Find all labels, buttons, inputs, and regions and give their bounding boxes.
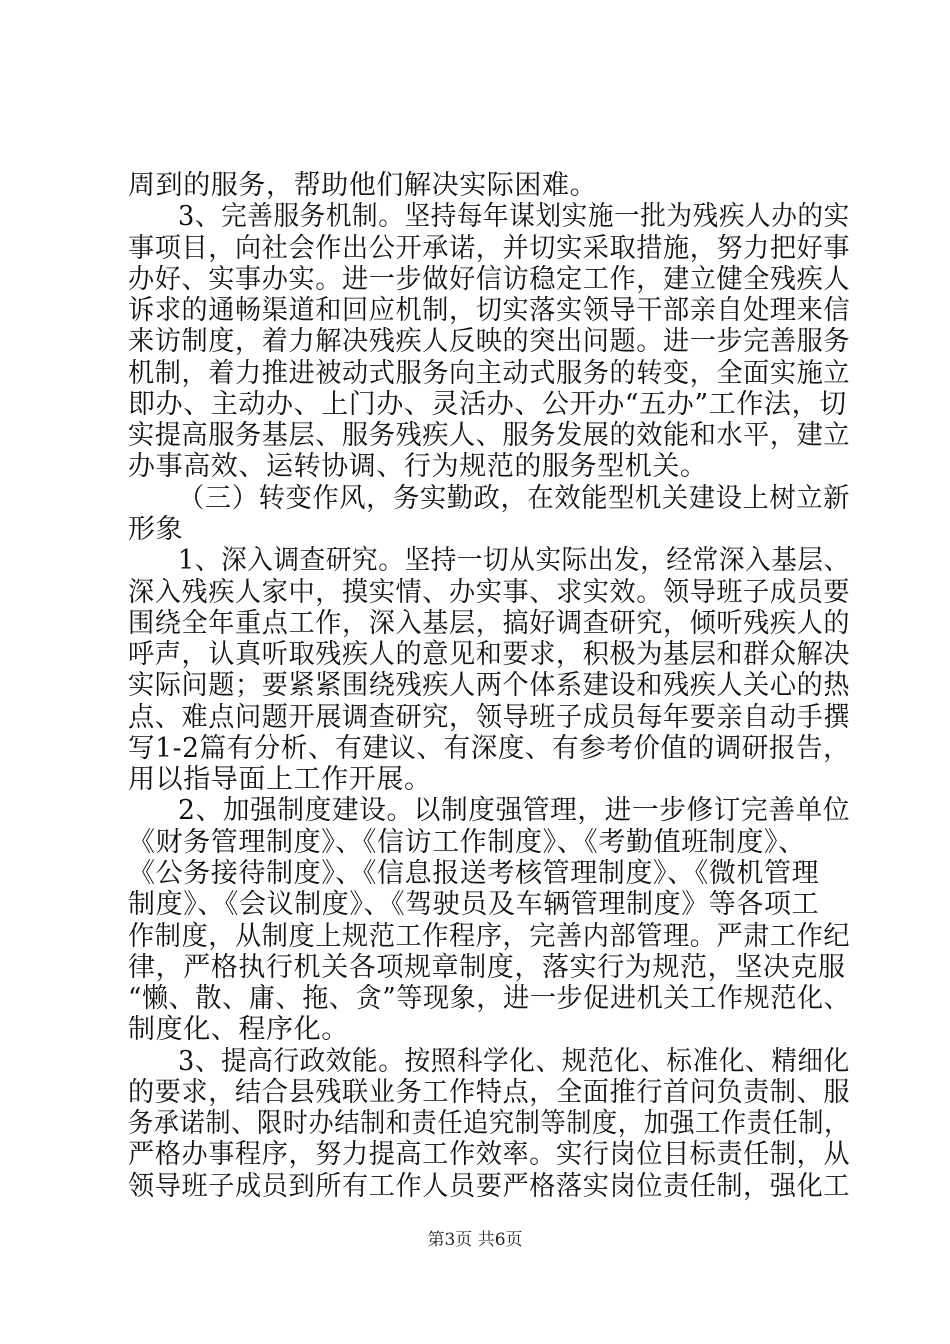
text-line: 2、加强制度建设。以制度强管理，进一步修订完善单位 <box>178 795 851 827</box>
text-line: “懒、散、庸、拖、贪”等现象，进一步促进机关工作规范化、 <box>128 983 851 1015</box>
text-line: 《财务管理制度》、《信访工作制度》、《考勤值班制度》、 <box>128 826 806 858</box>
text-line: 3、提高行政效能。按照科学化、规范化、标准化、精细化 <box>178 1045 850 1077</box>
text-line: 事项目，向社会作出公开承诺，并切实采取措施，努力把好事 <box>128 232 851 264</box>
text-line: 办好、实事办实。进一步做好信访稳定工作，建立健全残疾人 <box>128 263 851 295</box>
text-line: 围绕全年重点工作，深入基层，搞好调查研究，倾听残疾人的 <box>128 607 851 639</box>
text-line: 严格办事程序，努力提高工作效率。实行岗位目标责任制，从 <box>128 1139 851 1171</box>
text-line: 制度化、程序化。 <box>128 1014 349 1046</box>
text-line: 办事高效、运转协调、行为规范的服务型机关。 <box>128 451 708 483</box>
text-line: 实提高服务基层、服务残疾人、服务发展的效能和水平，建立 <box>128 420 851 452</box>
text-line: 务承诺制、限时办结制和责任追究制等制度，加强工作责任制， <box>128 1108 850 1140</box>
text-line: 制度》、《会议制度》、《驾驶员及车辆管理制度》等各项工 <box>128 889 820 921</box>
text-line: 领导班子成员到所有工作人员要严格落实岗位责任制，强化工 <box>128 1170 851 1202</box>
text-line: 来访制度，着力解决残疾人反映的突出问题。进一步完善服务 <box>128 326 851 358</box>
text-line: 1、深入调查研究。坚持一切从实际出发，经常深入基层、 <box>178 545 850 577</box>
text-line: 3、完善服务机制。坚持每年谋划实施一批为残疾人办的实 <box>178 201 850 233</box>
text-line: 即办、主动办、上门办、灵活办、公开办“五办”工作法，切 <box>128 388 847 420</box>
text-line: 点、难点问题开展调查研究，领导班子成员每年要亲自动手撰 <box>128 701 851 733</box>
text-line: 周到的服务，帮助他们解决实际困难。 <box>128 170 598 201</box>
text-line: 写1-2篇有分析、有建议、有深度、有参考价值的调研报告， <box>128 732 851 764</box>
text-line: 机制，着力推进被动式服务向主动式服务的转变，全面实施立 <box>128 357 851 389</box>
text-line: 作制度，从制度上规范工作程序，完善内部管理。严肃工作纪 <box>128 920 851 952</box>
text-line: 呼声，认真听取残疾人的意见和要求，积极为基层和群众解决 <box>128 639 851 671</box>
text-line: 用以指导面上工作开展。 <box>128 764 432 796</box>
text-line: 诉求的通畅渠道和回应机制，切实落实领导干部亲自处理来信 <box>128 295 851 327</box>
text-line: 《公务接待制度》、《信息报送考核管理制度》、《微机管理 <box>128 858 820 889</box>
text-line: 律，严格执行机关各项规章制度，落实行为规范，坚决克服 <box>128 951 846 983</box>
text-line: 的要求，结合县残联业务工作特点，全面推行首问负责制、服 <box>128 1076 851 1108</box>
page-number-footer: 第3页 共6页 <box>427 1230 523 1250</box>
section-heading: （三）转变作风，务实勤政，在效能型机关建设上树立新 <box>178 482 850 514</box>
text-line: 深入残疾人家中，摸实情、办实事、求实效。领导班子成员要 <box>128 576 851 608</box>
text-line: 实际问题；要紧紧围绕残疾人两个体系建设和残疾人关心的热 <box>128 670 851 702</box>
section-heading: 形象 <box>128 514 184 545</box>
